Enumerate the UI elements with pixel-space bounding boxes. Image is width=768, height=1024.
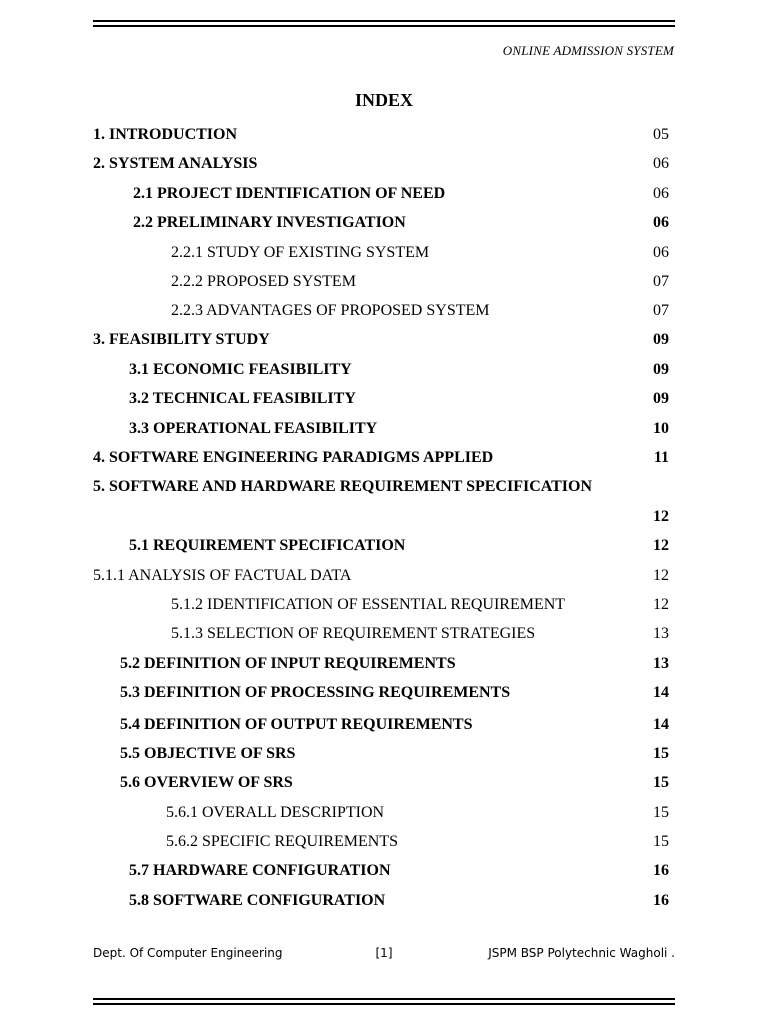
toc-entry xyxy=(0,623,768,645)
toc-entry-label: 4. SOFTWARE ENGINEERING PARADIGMS APPLIED xyxy=(93,449,494,466)
toc-entry xyxy=(0,388,768,410)
toc-entry-page: 05 xyxy=(653,126,669,143)
toc-entry xyxy=(0,153,768,175)
toc-entry-page: 09 xyxy=(653,361,669,378)
footer-department: Dept. Of Computer Engineering xyxy=(93,946,283,960)
toc-entry-page: 15 xyxy=(653,745,669,762)
toc-entry-page: 16 xyxy=(653,862,669,879)
toc-entry xyxy=(0,565,768,587)
toc-entry xyxy=(0,831,768,853)
toc-entry xyxy=(0,418,768,440)
toc-entry-page: 10 xyxy=(653,420,669,437)
toc-entry-label: 5.8 SOFTWARE CONFIGURATION xyxy=(129,892,386,909)
toc-entry xyxy=(0,300,768,322)
toc-entry xyxy=(0,476,768,498)
toc-entry-page: 07 xyxy=(653,302,669,319)
toc-entry-label: 2.2.2 PROPOSED SYSTEM xyxy=(171,273,356,290)
toc-entry xyxy=(0,329,768,351)
toc-entry-label: 5.5 OBJECTIVE OF SRS xyxy=(120,745,296,762)
toc-entry-label: 2.2 PRELIMINARY INVESTIGATION xyxy=(133,214,406,231)
bottom-rule-outer xyxy=(93,998,675,1000)
toc-entry-label: 5.3 DEFINITION OF PROCESSING REQUIREMENTS xyxy=(120,684,511,701)
toc-entry xyxy=(0,802,768,824)
toc-entry-label: 5.6.1 OVERALL DESCRIPTION xyxy=(166,804,385,821)
toc-entry-page: 16 xyxy=(653,892,669,909)
toc-entry-page: 07 xyxy=(653,273,669,290)
toc-entry-page: 13 xyxy=(653,655,669,672)
toc-entry-page: 06 xyxy=(653,185,669,202)
toc-entry-label: 5.1.2 IDENTIFICATION OF ESSENTIAL REQUIREMENT xyxy=(171,596,566,613)
toc-entry-page: 06 xyxy=(653,214,669,231)
toc-entry xyxy=(0,242,768,264)
toc-entry-label: 5.4 DEFINITION OF OUTPUT REQUIREMENTS xyxy=(120,716,473,733)
bottom-rule-inner xyxy=(93,1003,675,1005)
toc-entry-page: 06 xyxy=(653,155,669,172)
toc-entry-page: 12 xyxy=(653,567,669,584)
toc-entry-label: 2.2.1 STUDY OF EXISTING SYSTEM xyxy=(171,244,430,261)
toc-entry-label: 5.1.1 ANALYSIS OF FACTUAL DATA xyxy=(93,567,352,584)
running-header: ONLINE ADMISSION SYSTEM xyxy=(502,43,674,58)
toc-entry-page: 15 xyxy=(653,833,669,850)
footer-page-number: [1] xyxy=(375,946,393,960)
toc-entry-page: 15 xyxy=(653,774,669,791)
toc-entry xyxy=(0,772,768,794)
footer-institution: JSPM BSP Polytechnic Wagholi . xyxy=(488,946,675,960)
toc-entry-page: 12 xyxy=(653,537,669,554)
toc-entry xyxy=(0,535,768,557)
toc-entry-page: 14 xyxy=(653,716,669,733)
toc-entry-label: 5.6 OVERVIEW OF SRS xyxy=(120,774,293,791)
toc-entry xyxy=(0,124,768,146)
toc-entry-page: 14 xyxy=(653,684,669,701)
toc-entry xyxy=(0,714,768,736)
page-title: INDEX xyxy=(354,90,413,110)
toc-entry-label: 3.2 TECHNICAL FEASIBILITY xyxy=(129,390,356,407)
toc-entry-label: 3.3 OPERATIONAL FEASIBILITY xyxy=(129,420,378,437)
toc-entry xyxy=(0,890,768,912)
toc-entry xyxy=(0,447,768,469)
toc-entry xyxy=(0,682,768,704)
toc-entry-page: 13 xyxy=(653,625,669,642)
toc-entry-label: 1. INTRODUCTION xyxy=(93,126,238,143)
toc-entry-page: 11 xyxy=(653,449,669,466)
toc-entry xyxy=(0,359,768,381)
toc-entry-label: 2.1 PROJECT IDENTIFICATION OF NEED xyxy=(133,185,446,202)
toc-entry xyxy=(0,271,768,293)
toc-entry-page: 09 xyxy=(653,331,669,348)
page-footer xyxy=(93,946,675,966)
toc-entry-label: 5.7 HARDWARE CONFIGURATION xyxy=(129,862,391,879)
toc-entry-label: 5. SOFTWARE AND HARDWARE REQUIREMENT SPECIFICATION xyxy=(93,478,593,495)
toc-entry xyxy=(0,594,768,616)
toc-entry xyxy=(0,212,768,234)
toc-entry xyxy=(0,860,768,882)
toc-entry-page: 06 xyxy=(653,244,669,261)
toc-entry-page: 12 xyxy=(653,596,669,613)
toc-entry-label: 2.2.3 ADVANTAGES OF PROPOSED SYSTEM xyxy=(171,302,490,319)
toc-entry xyxy=(0,183,768,205)
toc-entry-page: 09 xyxy=(653,390,669,407)
toc-entry-page: 15 xyxy=(653,804,669,821)
toc-entry xyxy=(0,653,768,675)
toc-entry-page: 12 xyxy=(653,508,669,525)
toc-entry-label: 3. FEASIBILITY STUDY xyxy=(93,331,270,348)
toc-entry-label: 5.1 REQUIREMENT SPECIFICATION xyxy=(129,537,406,554)
toc-entry-label: 5.1.3 SELECTION OF REQUIREMENT STRATEGIES xyxy=(171,625,536,642)
toc-entry-label: 5.6.2 SPECIFIC REQUIREMENTS xyxy=(166,833,399,850)
toc-entry-label: 2. SYSTEM ANALYSIS xyxy=(93,155,258,172)
toc-entry-label: 3.1 ECONOMIC FEASIBILITY xyxy=(129,361,352,378)
toc-entry xyxy=(0,743,768,765)
toc-entry-label: 5.2 DEFINITION OF INPUT REQUIREMENTS xyxy=(120,655,456,672)
